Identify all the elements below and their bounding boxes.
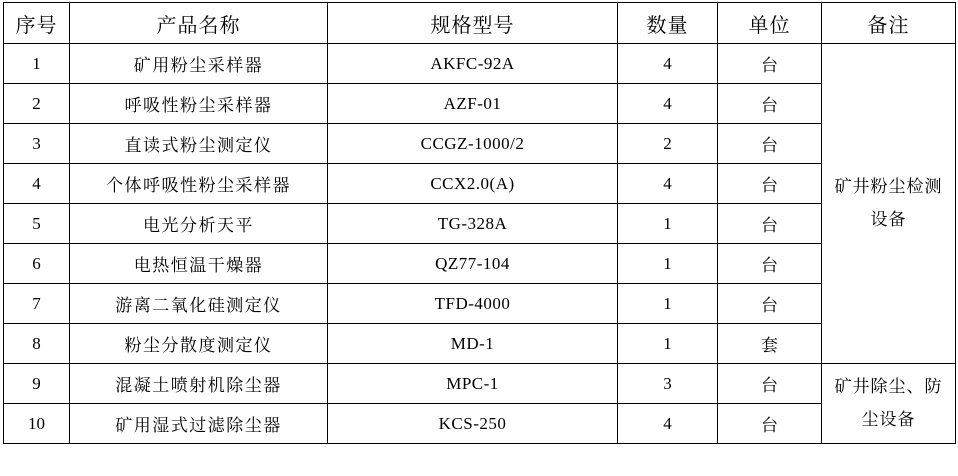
cell-model: AKFC-92A (328, 44, 618, 84)
cell-name: 游离二氧化硅测定仪 (70, 284, 328, 324)
cell-name: 电热恒温干燥器 (70, 244, 328, 284)
cell-qty: 4 (618, 44, 718, 84)
cell-no: 7 (4, 284, 70, 324)
header-cell-unit: 单位 (718, 3, 822, 44)
cell-unit: 台 (718, 204, 822, 244)
cell-name: 矿用粉尘采样器 (70, 44, 328, 84)
cell-qty: 4 (618, 84, 718, 124)
cell-no: 3 (4, 124, 70, 164)
cell-name: 混凝土喷射机除尘器 (70, 364, 328, 404)
table-row (4, 84, 956, 124)
table-row (4, 364, 956, 404)
cell-no: 1 (4, 44, 70, 84)
cell-model: KCS-250 (328, 404, 618, 444)
table-row (4, 44, 956, 84)
cell-model: CCX2.0(A) (328, 164, 618, 204)
cell-note-dust-removal (822, 364, 956, 444)
cell-no: 10 (4, 404, 70, 444)
cell-model: MD-1 (328, 324, 618, 364)
cell-unit: 台 (718, 244, 822, 284)
note-text: 矿井粉尘检测设备 (834, 177, 943, 229)
cell-note-dust-detection (822, 44, 956, 364)
table-row (4, 204, 956, 244)
cell-unit: 台 (718, 404, 822, 444)
cell-unit: 台 (718, 164, 822, 204)
header-cell-note: 备注 (822, 3, 956, 44)
table-row (4, 124, 956, 164)
header-cell-no: 序号 (4, 3, 70, 44)
cell-model: AZF-01 (328, 84, 618, 124)
cell-unit: 台 (718, 364, 822, 404)
cell-name: 粉尘分散度测定仪 (70, 324, 328, 364)
cell-name: 呼吸性粉尘采样器 (70, 84, 328, 124)
cell-qty: 1 (618, 324, 718, 364)
cell-unit: 台 (718, 124, 822, 164)
cell-unit: 台 (718, 44, 822, 84)
cell-name: 直读式粉尘测定仪 (70, 124, 328, 164)
cell-unit: 套 (718, 324, 822, 364)
cell-qty: 1 (618, 244, 718, 284)
cell-qty: 4 (618, 164, 718, 204)
cell-qty: 3 (618, 364, 718, 404)
header-cell-name: 产品名称 (70, 3, 328, 44)
header-cell-qty: 数量 (618, 3, 718, 44)
cell-no: 4 (4, 164, 70, 204)
cell-no: 9 (4, 364, 70, 404)
cell-unit: 台 (718, 84, 822, 124)
cell-model: MPC-1 (328, 364, 618, 404)
cell-qty: 1 (618, 284, 718, 324)
table-row (4, 164, 956, 204)
cell-no: 8 (4, 324, 70, 364)
cell-model: CCGZ-1000/2 (328, 124, 618, 164)
note-text: 矿井除尘、防尘设备 (834, 377, 943, 429)
cell-qty: 2 (618, 124, 718, 164)
cell-name: 电光分析天平 (70, 204, 328, 244)
table-row (4, 324, 956, 364)
cell-no: 5 (4, 204, 70, 244)
table-row (4, 284, 956, 324)
cell-model: QZ77-104 (328, 244, 618, 284)
cell-model: TFD-4000 (328, 284, 618, 324)
cell-no: 6 (4, 244, 70, 284)
table-header-row (4, 3, 956, 44)
cell-name: 矿用湿式过滤除尘器 (70, 404, 328, 444)
cell-model: TG-328A (328, 204, 618, 244)
cell-qty: 4 (618, 404, 718, 444)
equipment-table (3, 2, 956, 444)
table-row (4, 244, 956, 284)
cell-name: 个体呼吸性粉尘采样器 (70, 164, 328, 204)
cell-no: 2 (4, 84, 70, 124)
cell-qty: 1 (618, 204, 718, 244)
cell-unit: 台 (718, 284, 822, 324)
header-cell-model: 规格型号 (328, 3, 618, 44)
table-row (4, 404, 956, 444)
